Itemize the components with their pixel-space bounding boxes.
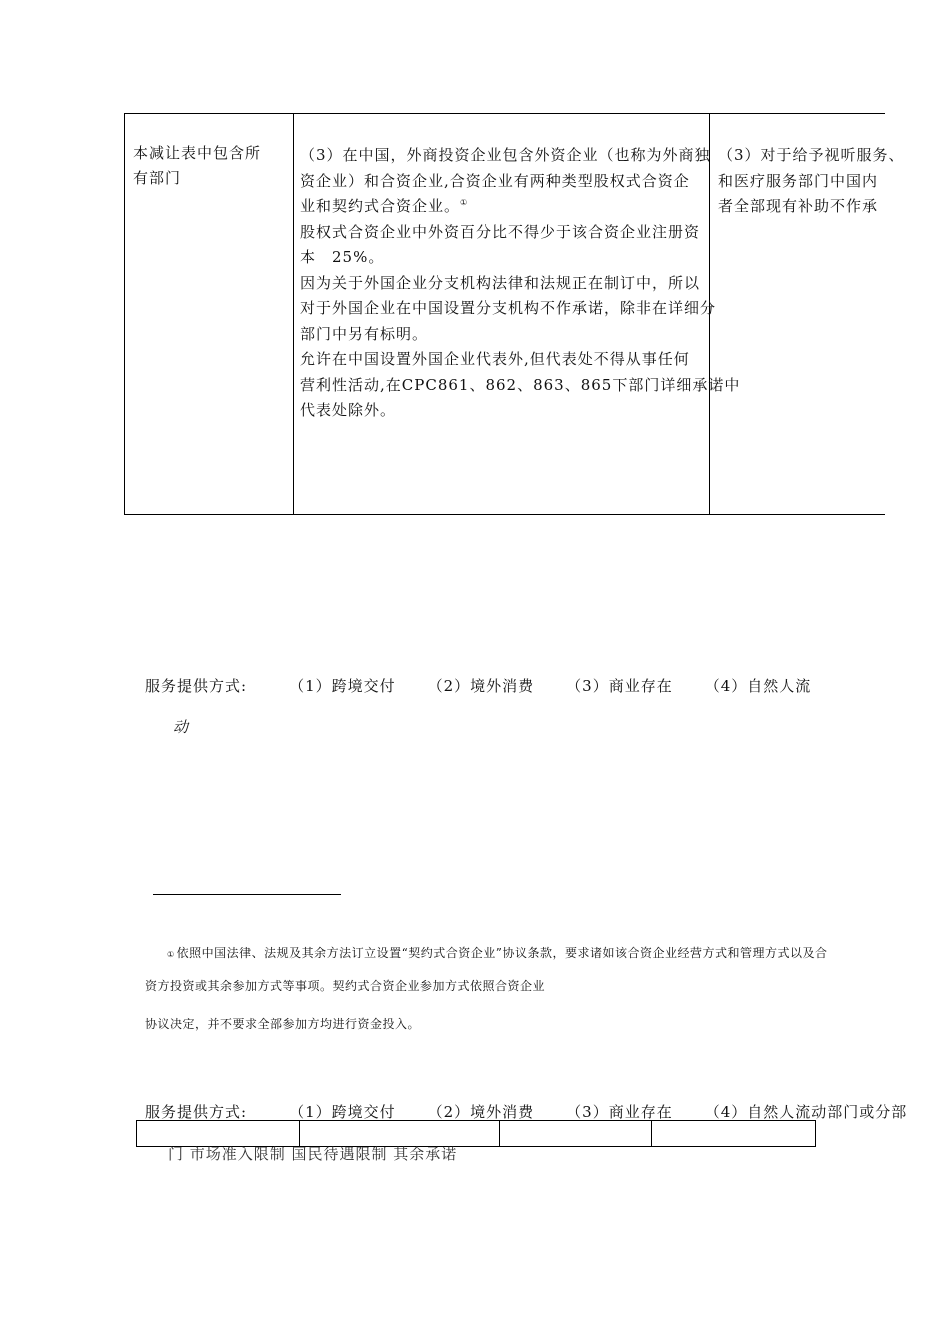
sector-line-2: 有部门 [133,169,182,187]
mode-3: （3）商业存在 [566,677,673,695]
footnote-text: 依照中国法律、法规及其余方法订立设置“契约式合资企业”协议条款，要求诸如该合资企业经营方式和管理方式以及合 [176,946,828,960]
mode-4: （4）自然人流动部门或分部 [704,1103,908,1121]
modes-of-supply [145,675,811,696]
text-line: 营利性活动,在CPC861、862、863、865下部门详细承诺中 [300,375,741,394]
text-line: 股权式合资企业中外资百分比不得少于该合资企业注册资 [300,222,701,241]
text-line: 对于外国企业在中国设置分支机构不作承诺，除非在详细分 [300,299,717,317]
footnote-line-1 [167,944,827,961]
table-left-border [124,113,125,515]
text-line: 因为关于外国企业分支机构法律和法规正在制订中，所以 [300,273,701,292]
footnote-separator [153,894,341,895]
text-line: 代表处除外。 [300,401,397,419]
sector-line-1: 本减让表中包含所 [133,144,262,162]
footnote-line-3: 协议决定，并不要求全部参加方均进行资金投入。 [145,1017,421,1031]
mode-2: （2）境外消费 [427,1103,535,1121]
text-line: 和医疗服务部门中国内 [718,171,879,190]
mode-3: （3）商业存在 [566,1103,673,1121]
national-treatment-cell-clip [710,113,905,513]
mode-4: （4）自然人流 [704,677,812,695]
text-line: 本 25%。 [300,248,385,266]
text-line: （3）在中国，外商投资企业包含外资企业（也称为外商独 [300,146,711,164]
header-box-4 [651,1120,816,1147]
bottom-modes-of-supply [145,1101,907,1122]
national-treatment-cell [718,143,905,220]
footnote-reference[interactable]: ① [460,198,469,207]
text-line: 允许在中国设置外国企业代表外,但代表处不得从事任何 [300,350,690,368]
mode-2: （2）境外消费 [427,677,535,695]
mode-1: （1）跨境交付 [289,1103,396,1121]
text-line: 部门中另有标明。 [300,324,429,343]
text-line: 者全部现有补助不作承 [718,197,879,215]
text-line: 资企业）和合资企业,合资企业有两种类型股权式合资企 [300,171,690,190]
table-bottom-border [124,514,885,515]
text-span: 业和契约式合资企业。 [300,197,461,215]
bottom-table-headers: 门 市场准入限制 国民待遇限制 其余承诺 [168,1145,458,1163]
market-access-cell [300,143,740,424]
modes-label: 服务提供方式: [145,677,248,695]
footnote-mark: ① [167,950,175,959]
mode-1: （1）跨境交付 [289,677,396,695]
footnote-line-2: 资方投资或其余参加方式等事项。契约式合资企业参加方式依照合资企业 [145,979,546,993]
modes-label: 服务提供方式: [145,1103,248,1121]
modes-continuation: 动 [173,718,190,736]
header-box-3 [499,1120,652,1147]
sector-cell [133,141,261,191]
text-line: （3）对于给予视听服务、 [718,146,905,164]
text-line [300,194,740,220]
table-divider-1 [293,113,294,515]
